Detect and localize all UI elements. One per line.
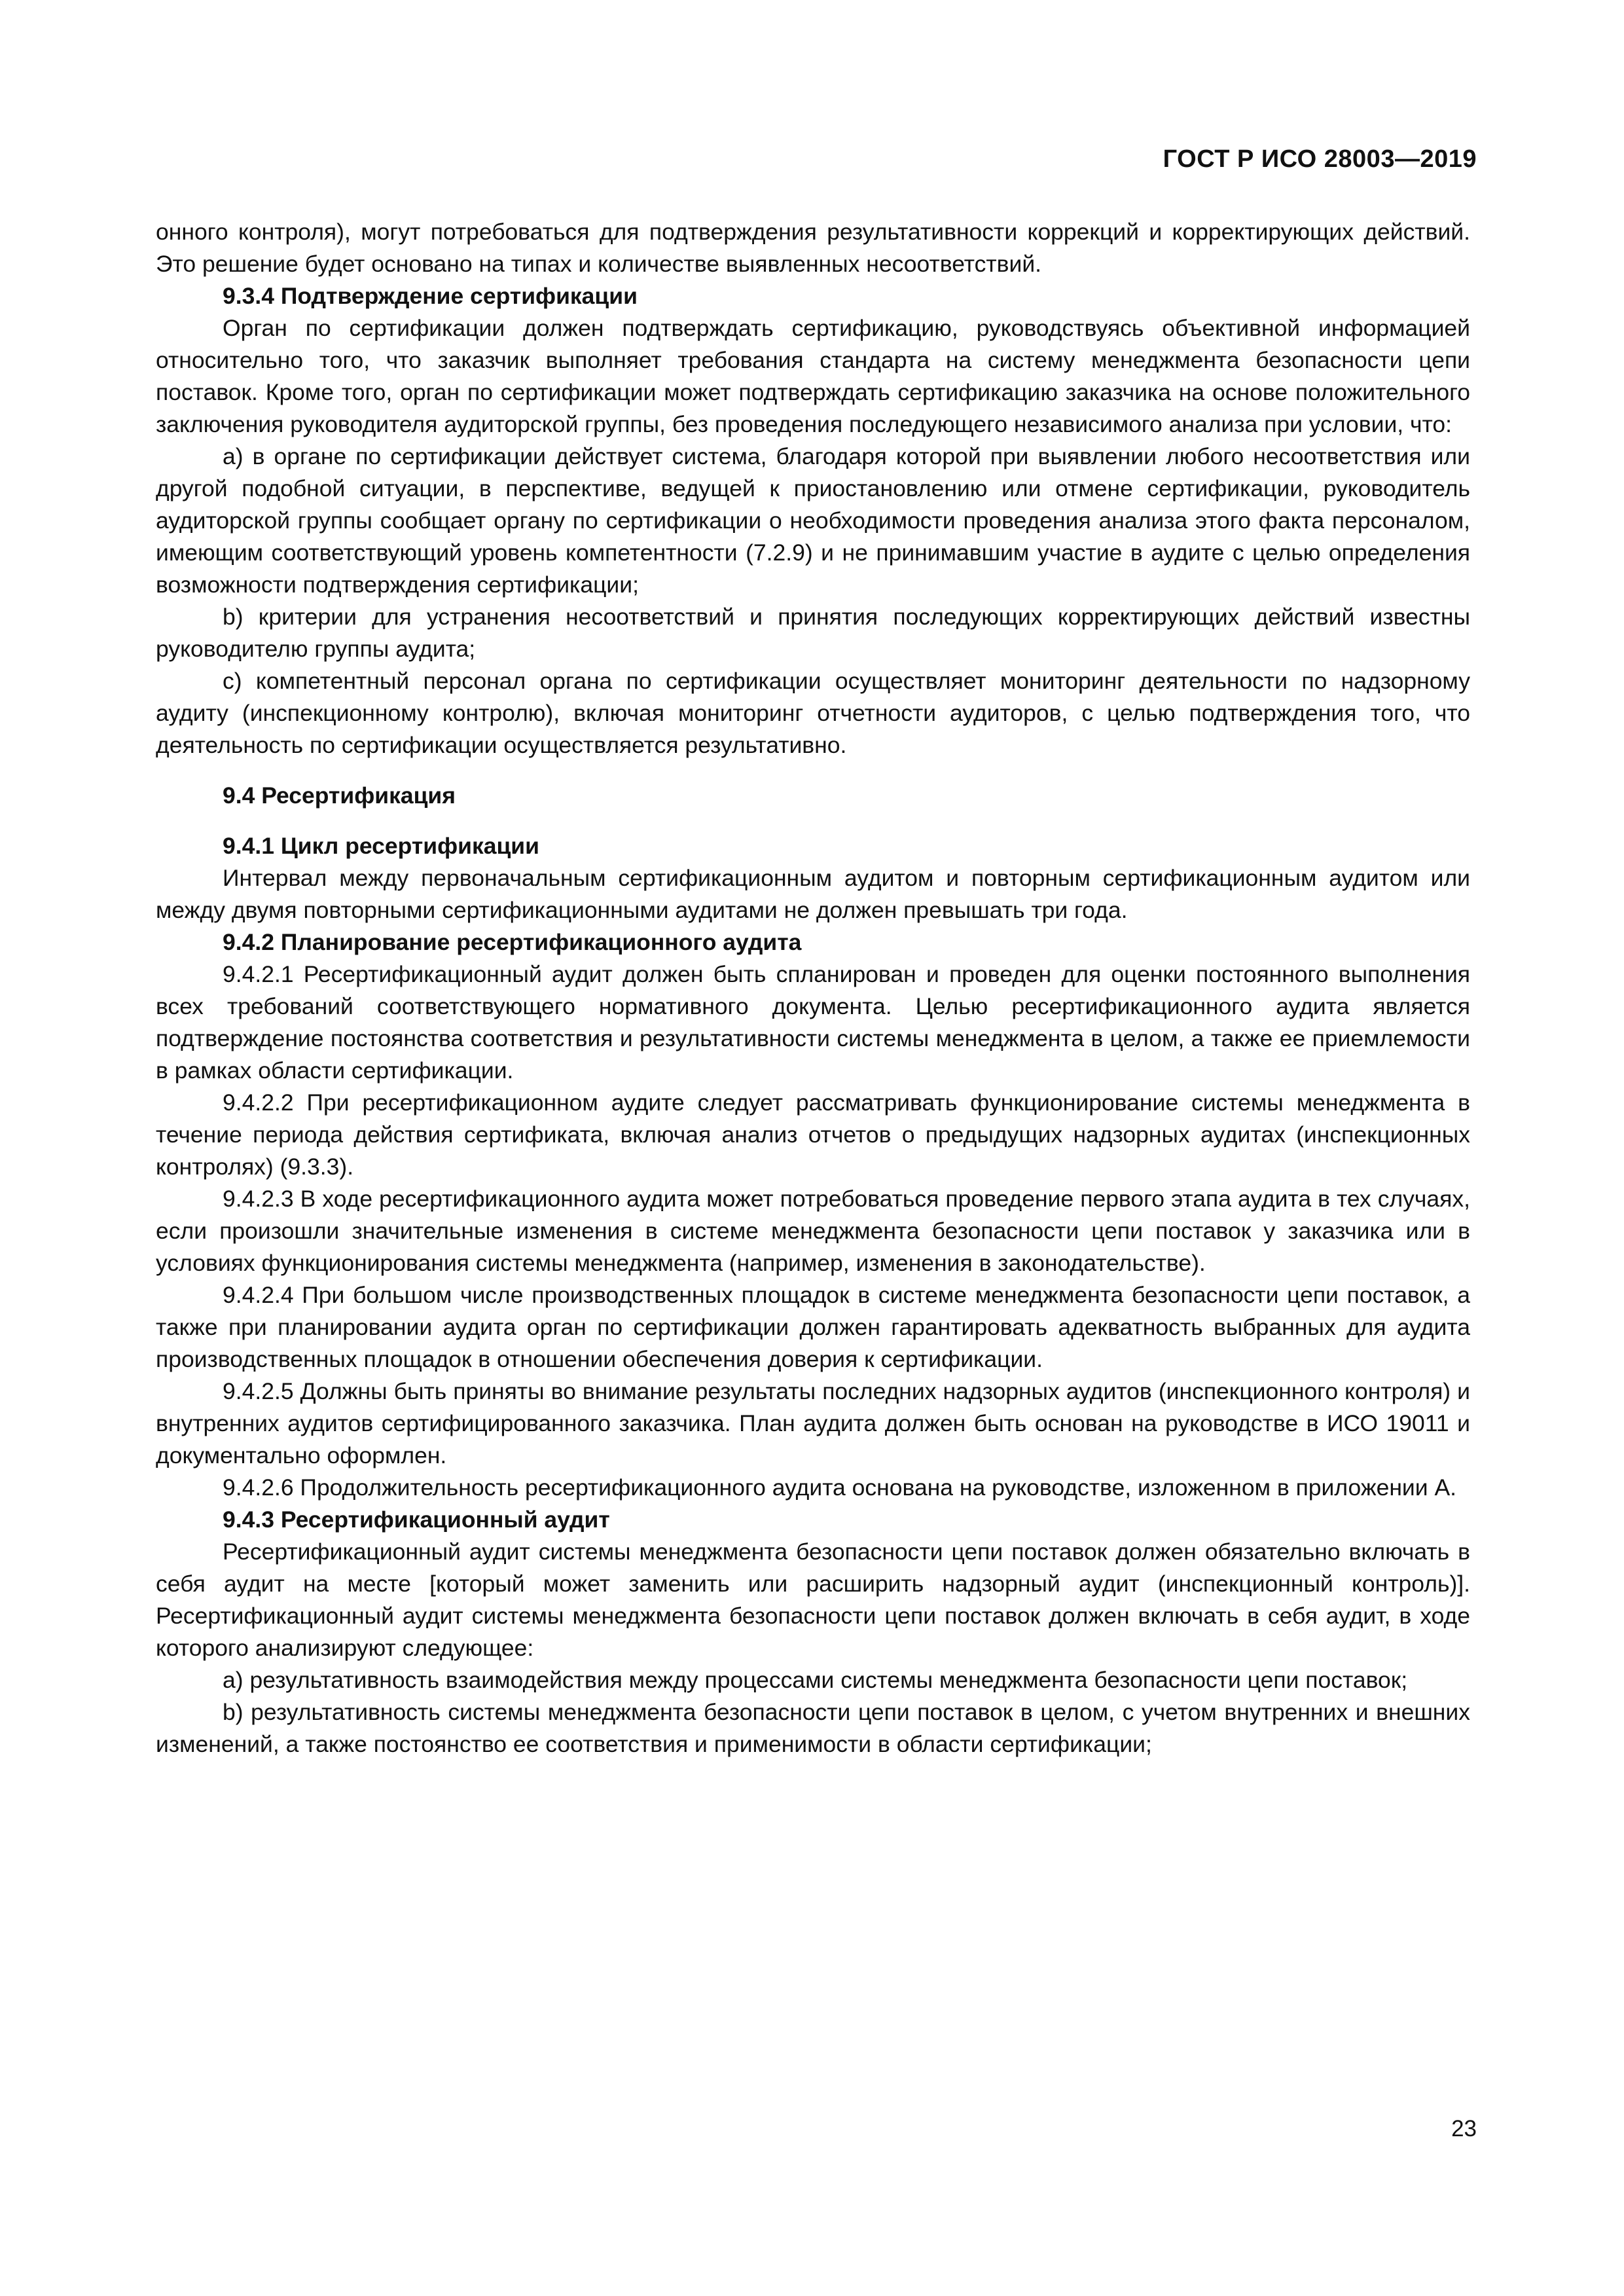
list-item-b <box>156 601 1470 665</box>
paragraph-9-4-2-5: 9.4.2.5 Должны быть приняты во внимание результаты последних надзорных аудитов (инспекционного контроля) и внутренних аудитов сертифицированного заказчика. План аудита должен быть основан на руководстве в ИСО 19011 и документально оформлен. <box>156 1378 1470 1468</box>
paragraph-9-4-2-6: 9.4.2.6 Продолжительность ресертификационного аудита основана на руководстве, изложенном в приложении А. <box>223 1474 1456 1501</box>
continued-paragraph: онного контроля), могут потребоваться для подтверждения результативности коррекций и корректирующих действий. Это решение будет основано на типах и количестве выявленных несоответствий. <box>156 219 1470 277</box>
paragraph-9-4-3: Ресертификационный аудит системы менеджмента безопасности цепи поставок должен обязательно включать в себя аудит на месте [который может заменить или расширить надзорный аудит (инспекционный контроль)]. Ресертификационный аудит системы менеджмента безопасности цепи поставок должен включать в себя аудит, в ходе которого анализируют следующее: <box>156 1539 1470 1661</box>
standard-designation: ГОСТ Р ИСО 28003—2019 <box>1163 145 1477 173</box>
list-marker: b) <box>223 1699 244 1725</box>
paragraph-9-4-1: Интервал между первоначальным сертификационным аудитом и повторным сертификационным аудитом или между двумя повторными сертификационными аудитами не должен превышать три года. <box>156 865 1470 923</box>
heading-9-4-3: 9.4.3 Ресертификационный аудит <box>223 1506 610 1533</box>
list-item-text: критерии для устранения несоответствий и принятия последующих корректирующих действий известны руководителю группы аудита; <box>156 604 1470 662</box>
paragraph-9-4-2-3: 9.4.2.3 В ходе ресертификационного аудита может потребоваться проведение первого этапа аудита в тех случаях, если произошли значительные изменения в системе менеджмента безопасности цепи поставок у заказчика или в условиях функционирования системы менеджмента (например, изменения в законодательстве). <box>156 1186 1470 1276</box>
page-number: 23 <box>1451 2116 1477 2141</box>
list-item-b <box>156 1696 1470 1760</box>
list-marker: а) <box>223 1667 244 1693</box>
paragraph-9-4-2-4: 9.4.2.4 При большом числе производственных площадок в системе менеджмента безопасности цепи поставок, а также при планировании аудита орган по сертификации должен гарантировать адекватность выбранных для аудита производственных площадок в отношении обеспечения доверия к сертификации. <box>156 1282 1470 1372</box>
list-marker: с) <box>223 668 242 694</box>
list-item-text: компетентный персонал органа по сертификации осуществляет мониторинг деятельности по надзорному аудиту (инспекционному контролю), включая мониторинг отчетности аудиторов, с целью подтверждения того, что деятельность по сертификации осуществляется результативно. <box>156 668 1470 758</box>
body-text <box>156 216 1470 1760</box>
list-item-c <box>156 665 1470 761</box>
paragraph-9-3-4: Орган по сертификации должен подтверждать сертификацию, руководствуясь объективной информацией относительно того, что заказчик выполняет требования стандарта на систему менеджмента безопасности цепи поставок. Кроме того, орган по сертификации может подтверждать сертификацию заказчика на основе положительного заключения руководителя аудиторской группы, без проведения последующего независимого анализа при условии, что: <box>156 315 1470 437</box>
list-marker: b) <box>223 604 244 630</box>
list-item-a <box>156 441 1470 601</box>
list-marker: а) <box>223 443 244 469</box>
heading-9-4-1: 9.4.1 Цикл ресертификации <box>223 833 539 859</box>
paragraph-9-4-2-1: 9.4.2.1 Ресертификационный аудит должен быть спланирован и проведен для оценки постоянного выполнения всех требований соответствующего нормативного документа. Целью ресертификационного аудита является подтверждение постоянства соответствия и результативности системы менеджмента в целом, а также ее приемлемости в рамках области сертификации. <box>156 961 1470 1084</box>
heading-9-4: 9.4 Ресертификация <box>223 782 456 809</box>
paragraph-9-4-2-2: 9.4.2.2 При ресертификационном аудите следует рассматривать функционирование системы менеджмента в течение периода действия сертификата, включая анализ отчетов о предыдущих надзорных аудитах (инспекционных контролях) (9.3.3). <box>156 1089 1470 1180</box>
list-item-text: результативность системы менеджмента безопасности цепи поставок в целом, с учетом внутренних и внешних изменений, а также постоянство ее соответствия и применимости в области сертификации; <box>156 1699 1470 1757</box>
list-item-text: результативность взаимодействия между процессами системы менеджмента безопасности цепи поставок; <box>249 1667 1408 1693</box>
heading-9-3-4: 9.3.4 Подтверждение сертификации <box>223 283 638 309</box>
heading-9-4-2: 9.4.2 Планирование ресертификационного аудита <box>223 929 802 955</box>
list-item-text: в органе по сертификации действует система, благодаря которой при выявлении любого несоответствия или другой подобной ситуации, в перспективе, ведущей к приостановлению или отмене сертификации, руководитель аудиторской группы сообщает органу по сертификации о необходимости проведения анализа этого факта персоналом, имеющим соответствующий уровень компетентности (7.2.9) и не принимавшим участие в аудите с целью определения возможности подтверждения сертификации; <box>156 443 1470 598</box>
list-item-a <box>156 1664 1470 1696</box>
